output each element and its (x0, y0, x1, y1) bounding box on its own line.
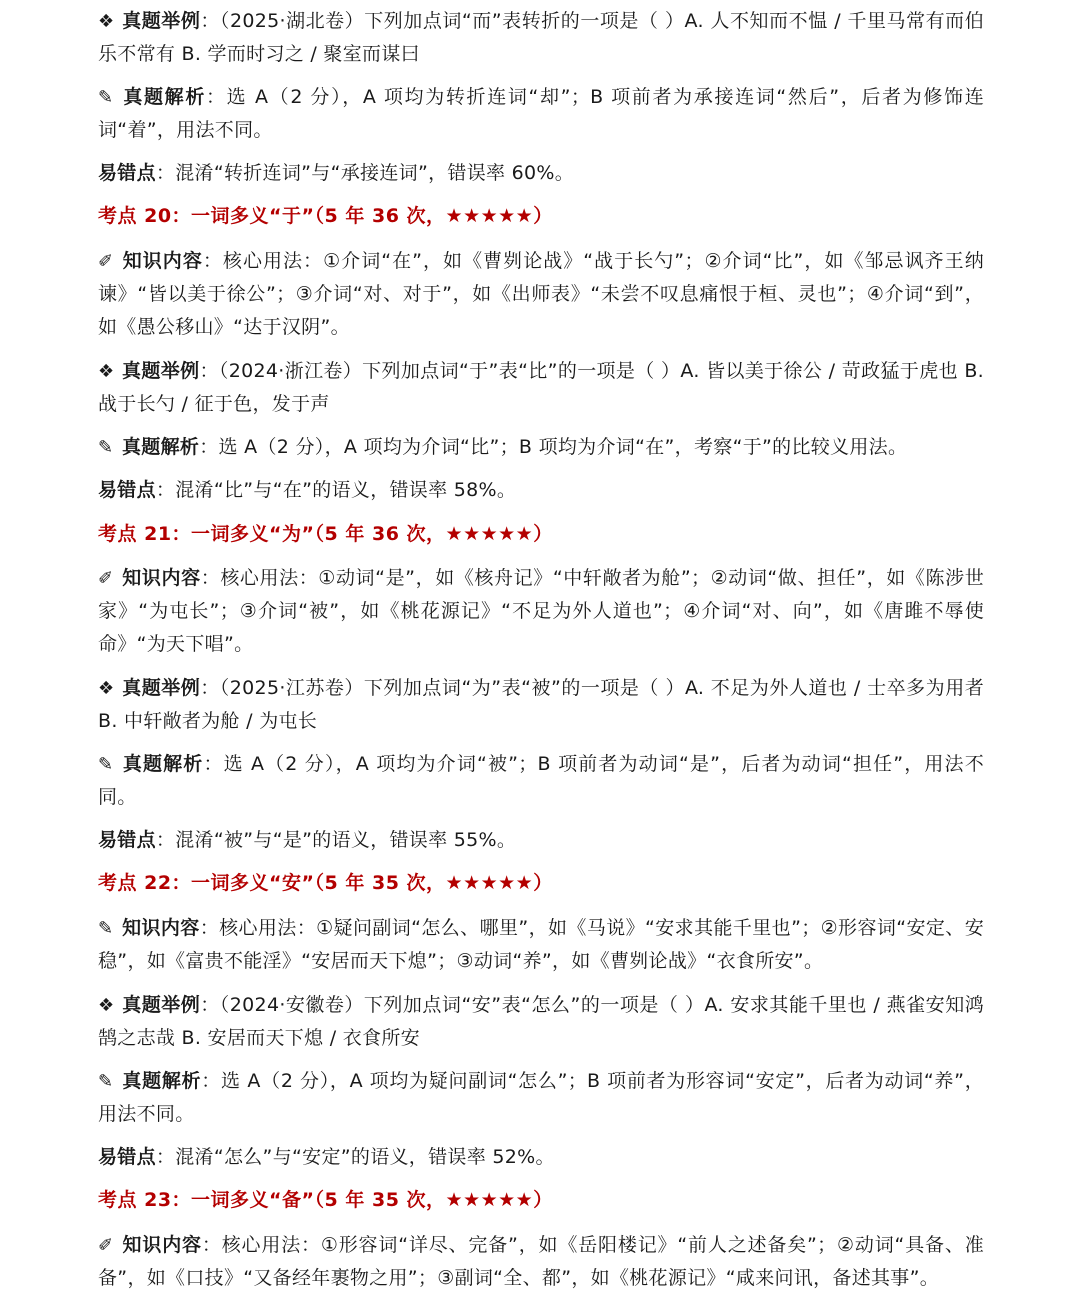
section-heading-23: 考点 23：一词多义“备”（5 年 35 次，★★★★★） (98, 1189, 553, 1211)
paragraph-text: （2025·江苏卷）下列加点词“为”表“被”的一项是（ ）A. 不足为外人道也 / 士卒多为用者 B. 中轩敞者为舱 / 为屯长 (98, 677, 984, 732)
pencil-icon: ✎ (98, 87, 114, 108)
paragraph-text: 混淆“比”与“在”的语义，错误率 58%。 (175, 479, 517, 501)
exam-analysis-1 (98, 81, 984, 147)
label: 真题解析 (122, 436, 200, 458)
paragraph-text: 核心用法：①形容词“详尽、完备”，如《岳阳楼记》“前人之述备矣”；②动词“具备、准备”，如《口技》“又备经年裹物之用”；③副词“全、都”，如《桃花源记》“咸来问讯，备述其事”。 (98, 1234, 984, 1289)
label-sep: ： (202, 250, 223, 272)
label: 易错点 (98, 162, 156, 184)
paragraph-text: 核心用法：①疑问副词“怎么、哪里”，如《马说》“安求其能千里也”；②形容词“安定、安稳”，如《富贵不能淫》“安居而天下熄”；③动词“养”，如《曹刿论战》“衣食所安”。 (98, 917, 984, 972)
pencil-icon: ✐ (98, 568, 114, 589)
label: 知识内容 (122, 917, 200, 939)
label: 易错点 (98, 1146, 156, 1168)
paragraph-text: 混淆“转折连词”与“承接连词”，错误率 60%。 (175, 162, 575, 184)
paragraph-text: （2025·湖北卷）下列加点词“而”表转折的一项是（ ）A. 人不知而不愠 / 千里马常有而伯乐不常有 B. 学而时习之 / 聚室而谋曰 (98, 10, 984, 65)
paragraph-text: 混淆“被”与“是”的语义，错误率 55%。 (175, 829, 517, 851)
exam-example-21 (98, 672, 984, 738)
pencil-icon: ✎ (98, 754, 114, 775)
label-sep: ： (155, 829, 176, 851)
label: 知识内容 (122, 567, 201, 589)
label: 知识内容 (122, 250, 203, 272)
label: 真题举例 (122, 677, 201, 699)
exam-example-22 (98, 989, 984, 1055)
label-sep: ： (155, 1146, 176, 1168)
label-sep: ： (201, 1070, 221, 1092)
label-sep: ： (199, 917, 220, 939)
label-sep: ： (206, 86, 227, 108)
diamond-icon: ❖ (98, 678, 115, 699)
label-sep: ： (200, 10, 220, 32)
label: 真题解析 (122, 753, 204, 775)
label: 真题举例 (122, 360, 200, 382)
label: 真题举例 (122, 10, 201, 32)
paragraph-text: 选 A（2 分），A 项均为疑问副词“怎么”；B 项前者为形容词“安定”，后者为动词“养”，用法不同。 (98, 1070, 984, 1125)
pencil-icon: ✎ (98, 1071, 114, 1092)
exam-example-20 (98, 355, 984, 421)
label: 真题解析 (122, 86, 206, 108)
paragraph-text: 选 A（2 分），A 项均为转折连词“却”；B 项前者为承接连词“然后”，后者为修饰连词“着”，用法不同。 (98, 86, 984, 141)
section-heading-20: 考点 20：一词多义“于”（5 年 36 次，★★★★★） (98, 205, 553, 227)
pencil-icon: ✎ (98, 437, 114, 458)
diamond-icon: ❖ (98, 361, 115, 382)
knowledge-content-22 (98, 912, 984, 978)
paragraph-text: 核心用法：①动词“是”，如《核舟记》“中轩敞者为舱”；②动词“做、担任”，如《陈涉世家》“为屯长”；③介词“被”，如《桃花源记》“不足为外人道也”；④介词“对、向”，如《唐雎不辱使命》“为天下唱”。 (98, 567, 984, 655)
label: 真题解析 (122, 1070, 202, 1092)
label: 真题举例 (122, 994, 201, 1016)
section-heading-21: 考点 21：一词多义“为”（5 年 36 次，★★★★★） (98, 523, 553, 545)
paragraph-text: 核心用法：①介词“在”，如《曹刿论战》“战于长勺”；②介词“比”，如《邹忌讽齐王纳谏》“皆以美于徐公”；③介词“对、对于”，如《出师表》“未尝不叹息痛恨于桓、灵也”；④介词“到”，如《愚公移山》“达于汉阴”。 (98, 250, 984, 338)
error-point-22 (98, 1141, 984, 1174)
paragraph-text: （2024·浙江卷）下列加点词“于”表“比”的一项是（ ）A. 皆以美于徐公 / 苛政猛于虎也 B. 战于长勺 / 征于色，发于声 (98, 360, 985, 415)
exam-analysis-20 (98, 431, 984, 464)
diamond-icon: ❖ (98, 995, 115, 1016)
label-sep: ： (155, 479, 176, 501)
pencil-icon: ✎ (98, 918, 114, 939)
knowledge-content-23 (98, 1229, 984, 1295)
label-sep: ： (155, 162, 176, 184)
error-point-21 (98, 824, 984, 857)
paragraph-text: 选 A（2 分），A 项均为介词“比”；B 项均为介词“在”，考察“于”的比较义用法。 (218, 436, 908, 458)
error-point-1 (98, 157, 984, 190)
label: 知识内容 (122, 1234, 202, 1256)
label-sep: ： (203, 753, 224, 775)
paragraph-text: （2024·安徽卷）下列加点词“安”表“怎么”的一项是（ ）A. 安求其能千里也 / 燕雀安知鸿鹄之志哉 B. 安居而天下熄 / 衣食所安 (98, 994, 984, 1049)
knowledge-content-20 (98, 245, 984, 344)
diamond-icon: ❖ (98, 11, 115, 32)
label-sep: ： (200, 994, 220, 1016)
label-sep: ： (201, 1234, 222, 1256)
error-point-20 (98, 474, 984, 507)
paragraph-text: 混淆“怎么”与“安定”的语义，错误率 52%。 (175, 1146, 555, 1168)
knowledge-content-21 (98, 562, 984, 661)
exam-analysis-21 (98, 748, 984, 814)
pencil-icon: ✐ (98, 1235, 114, 1256)
label: 易错点 (98, 479, 156, 501)
label-sep: ： (199, 436, 219, 458)
paragraph-text: 选 A（2 分），A 项均为介词“被”；B 项前者为动词“是”，后者为动词“担任”，用法不同。 (98, 753, 985, 808)
pencil-icon: ✐ (98, 251, 114, 272)
label-sep: ： (200, 567, 221, 589)
exam-example-1 (98, 5, 984, 71)
label-sep: ： (199, 360, 219, 382)
label-sep: ： (200, 677, 220, 699)
exam-analysis-22 (98, 1065, 984, 1131)
label: 易错点 (98, 829, 156, 851)
section-heading-22: 考点 22：一词多义“安”（5 年 35 次，★★★★★） (98, 872, 553, 894)
